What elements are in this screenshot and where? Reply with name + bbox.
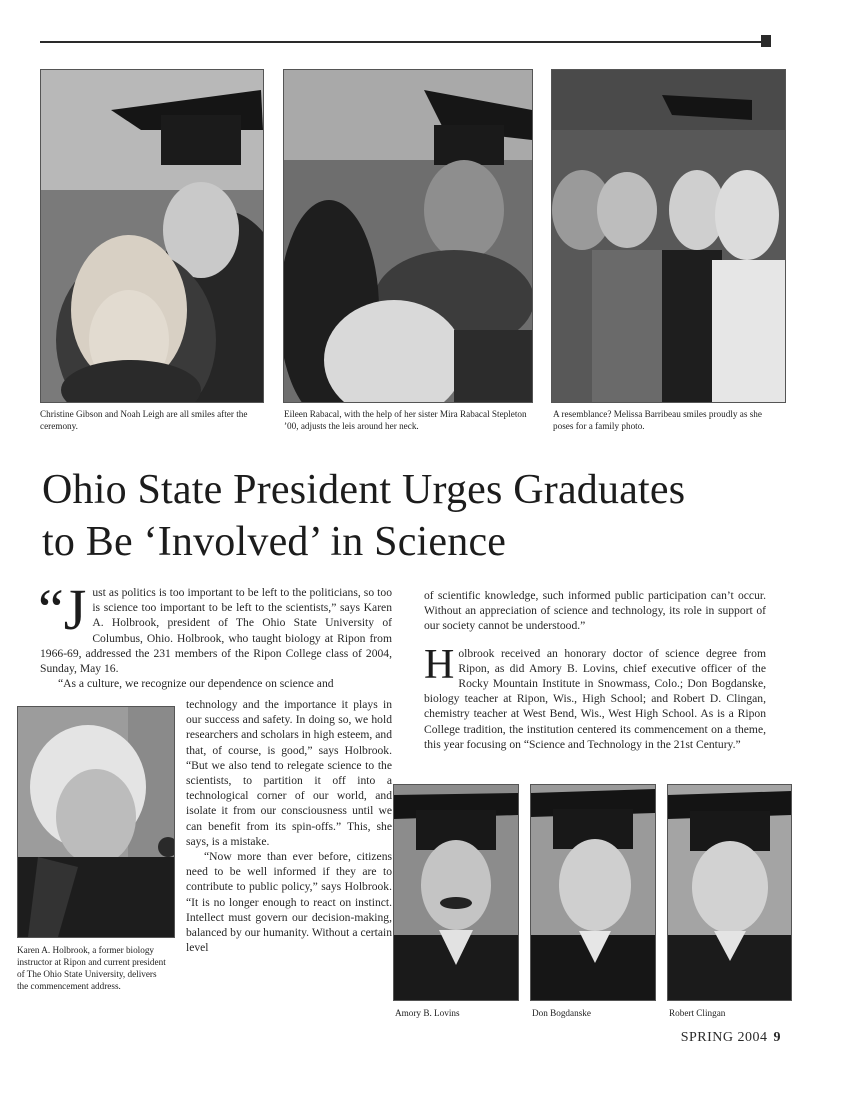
dropcap-quote-j: “J <box>38 577 87 642</box>
folio <box>681 1030 781 1046</box>
photo-barribeau <box>551 69 786 403</box>
article-col1-top <box>38 577 392 691</box>
photo-bogdanske <box>530 784 656 1001</box>
headline-line2: to Be ‘Involved’ in Science <box>42 519 507 565</box>
caption-clingan: Robert Clingan <box>669 1008 726 1018</box>
caption-photo3: A resemblance? Melissa Barribeau smiles proudly as she poses for a family photo. <box>553 409 762 431</box>
headline-line1: Ohio State President Urges Graduates <box>42 467 686 513</box>
article-col2 <box>424 588 766 752</box>
dropcap-h: H <box>424 641 455 688</box>
caption-holbrook: Karen A. Holbrook, a former biology instructor at Ripon and current president of The Ohio State University, delivers the commencement address. <box>17 945 166 991</box>
folio-page-number: 9 <box>773 1030 781 1045</box>
article-col1-narrow <box>186 697 392 955</box>
article-para5: olbrook received an honorary doctor of science degree from Ripon, as did Amory B. Lovins, chief executive officer of the Rocky Mountain Institute in Snowmass, Colo.; Don Bogdanske, biology teacher at Ripon, Wis., High School; and Robert D. Clingan, chemistry teacher at West Bend, Wis., West High School. As is a Ripon College tradition, the institution centered its commencement on a theme, this year focusing on “Science and Technology in the 21st Century.” <box>424 646 766 751</box>
caption-photo1: Christine Gibson and Noah Leigh are all smiles after the ceremony. <box>40 409 248 431</box>
article-para4: of scientific knowledge, such informed public participation can’t occur. Without an appreciation of science and technology, its role in support of our society cannot be understood.” <box>424 589 766 633</box>
article-para5-wrap <box>424 641 766 752</box>
article-para2-start: “As a culture, we recognize our dependence on science and <box>58 677 334 691</box>
article-para3: “Now more than ever before, citizens need to be well informed if they are to contribute to public policy,” says Holbrook. “It is no longer enough to react on instinct. Intellect must govern our decision-making, balanced by our humanity. Without a certain level <box>186 850 392 955</box>
photo-rabacal <box>283 69 533 403</box>
article-para1: ust as politics is too important to be left to the politicians, so too is science too important to be left to the scientists,” says Karen A. Holbrook, president of The Ohio State University of Columbus, Ohio. Holbrook, who taught biology at Ripon from 1966-69, addressed the 231 members of the Ripon College class of 2004, Sunday, May 16. <box>40 586 392 676</box>
top-rule <box>40 41 764 43</box>
article-para2-cont: technology and the importance it plays in our success and safety. In doing so, we hold researchers and scholars in high esteem, and that, of course, is good,” says Holbrook. “But we also tend to relegate science to the scientists, to partition it off into a technological corner of our world, and isolate it from our consciousness until we can benefit from its spin-offs.” This, she says, is a mistake. <box>186 698 392 848</box>
photo-lovins <box>393 784 519 1001</box>
caption-photo2: Eileen Rabacal, with the help of her sister Mira Rabacal Stepleton ’00, adjusts the leis around her neck. <box>284 409 527 431</box>
folio-issue: SPRING 2004 <box>680 1030 768 1045</box>
headline <box>42 464 802 568</box>
photo-clingan <box>667 784 792 1001</box>
top-rule-end-block <box>761 35 771 47</box>
photo-gibson-leigh <box>40 69 264 403</box>
caption-lovins: Amory B. Lovins <box>395 1008 460 1018</box>
caption-bogdanske: Don Bogdanske <box>532 1008 591 1018</box>
photo-holbrook <box>17 706 175 938</box>
